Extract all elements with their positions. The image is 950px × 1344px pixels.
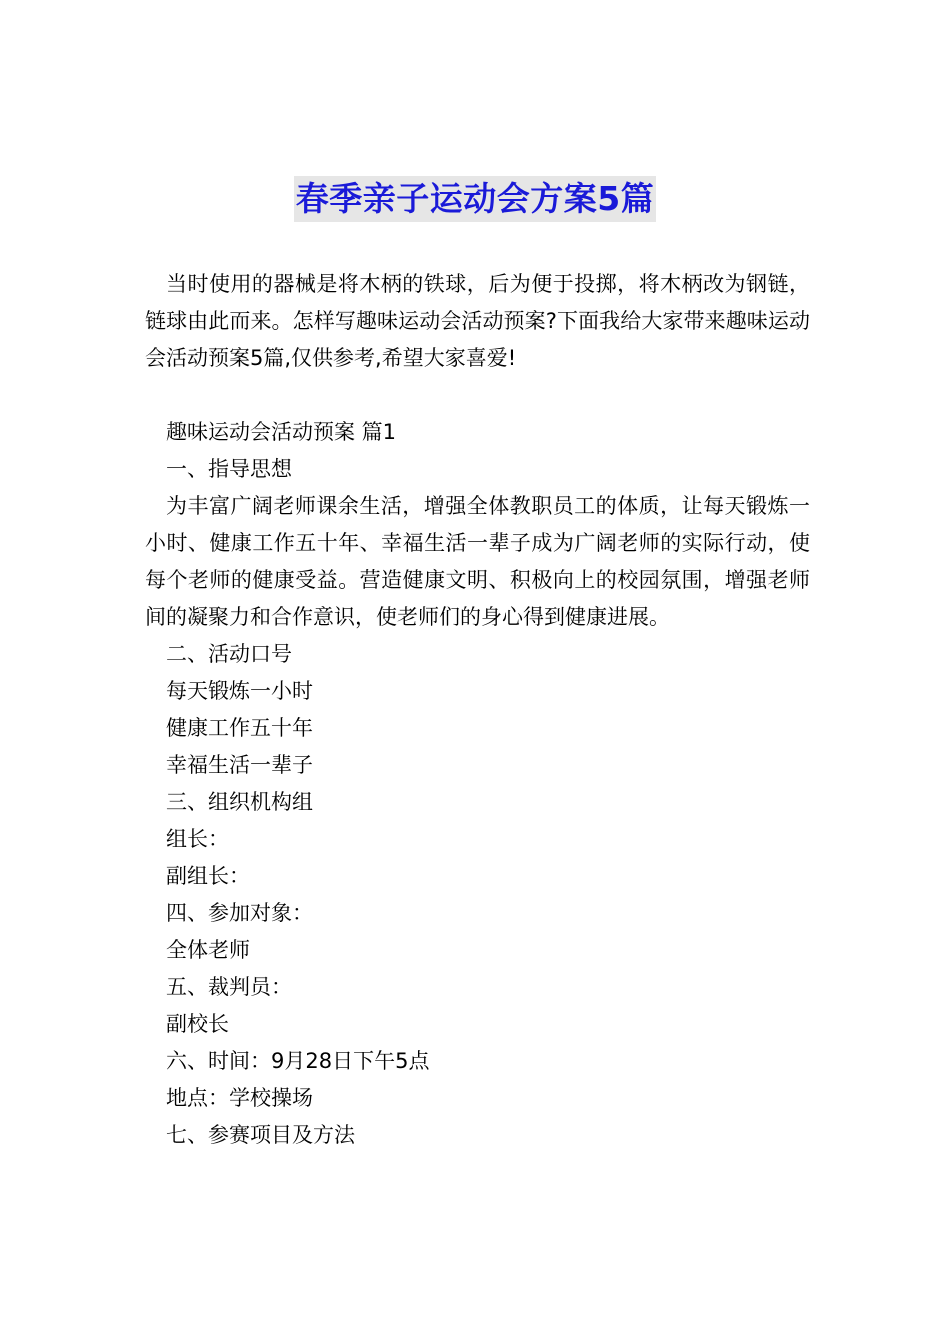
intro-paragraph: 当时使用的器械是将木柄的铁球，后为便于投掷，将木柄改为钢链，链球由此而来。怎样写趣味运动会活动预案?下面我给大家带来趣味运动会活动预案5篇,仅供参考,希望大家喜爱! — [145, 272, 810, 370]
heading-events: 七、参赛项目及方法 — [166, 1123, 355, 1147]
heading-slogan: 二、活动口号 — [166, 642, 292, 666]
slogan-line: 每天锻炼一小时 — [166, 679, 313, 703]
document-title: 春季亲子运动会方案5篇 — [294, 176, 656, 222]
heading-time: 六、时间：9月28日下午5点 — [166, 1049, 430, 1073]
heading-participants: 四、参加对象： — [166, 901, 313, 925]
participants-line: 全体老师 — [166, 938, 250, 962]
title-container — [0, 176, 950, 222]
section-title: 趣味运动会活动预案 篇1 — [166, 420, 397, 444]
slogan-line: 健康工作五十年 — [166, 716, 313, 740]
deputy-leader-line: 副组长： — [166, 864, 250, 888]
guiding-idea-paragraph: 为丰富广阔老师课余生活，增强全体教职员工的体质，让每天锻炼一小时、健康工作五十年、幸福生活一辈子成为广阔老师的实际行动，使每个老师的健康受益。营造健康文明、积极向上的校园氛围，增强老师间的凝聚力和合作意识，使老师们的身心得到健康进展。 — [145, 494, 810, 629]
location-line: 地点：学校操场 — [166, 1086, 313, 1110]
referee-line: 副校长 — [166, 1012, 229, 1036]
heading-organization: 三、组织机构组 — [166, 790, 313, 814]
slogan-line: 幸福生活一辈子 — [166, 753, 313, 777]
heading-referee: 五、裁判员： — [166, 975, 292, 999]
leader-line: 组长： — [166, 827, 229, 851]
heading-guiding-idea: 一、指导思想 — [166, 457, 292, 481]
paragraph-gap — [145, 377, 810, 414]
document-body — [145, 266, 810, 1154]
